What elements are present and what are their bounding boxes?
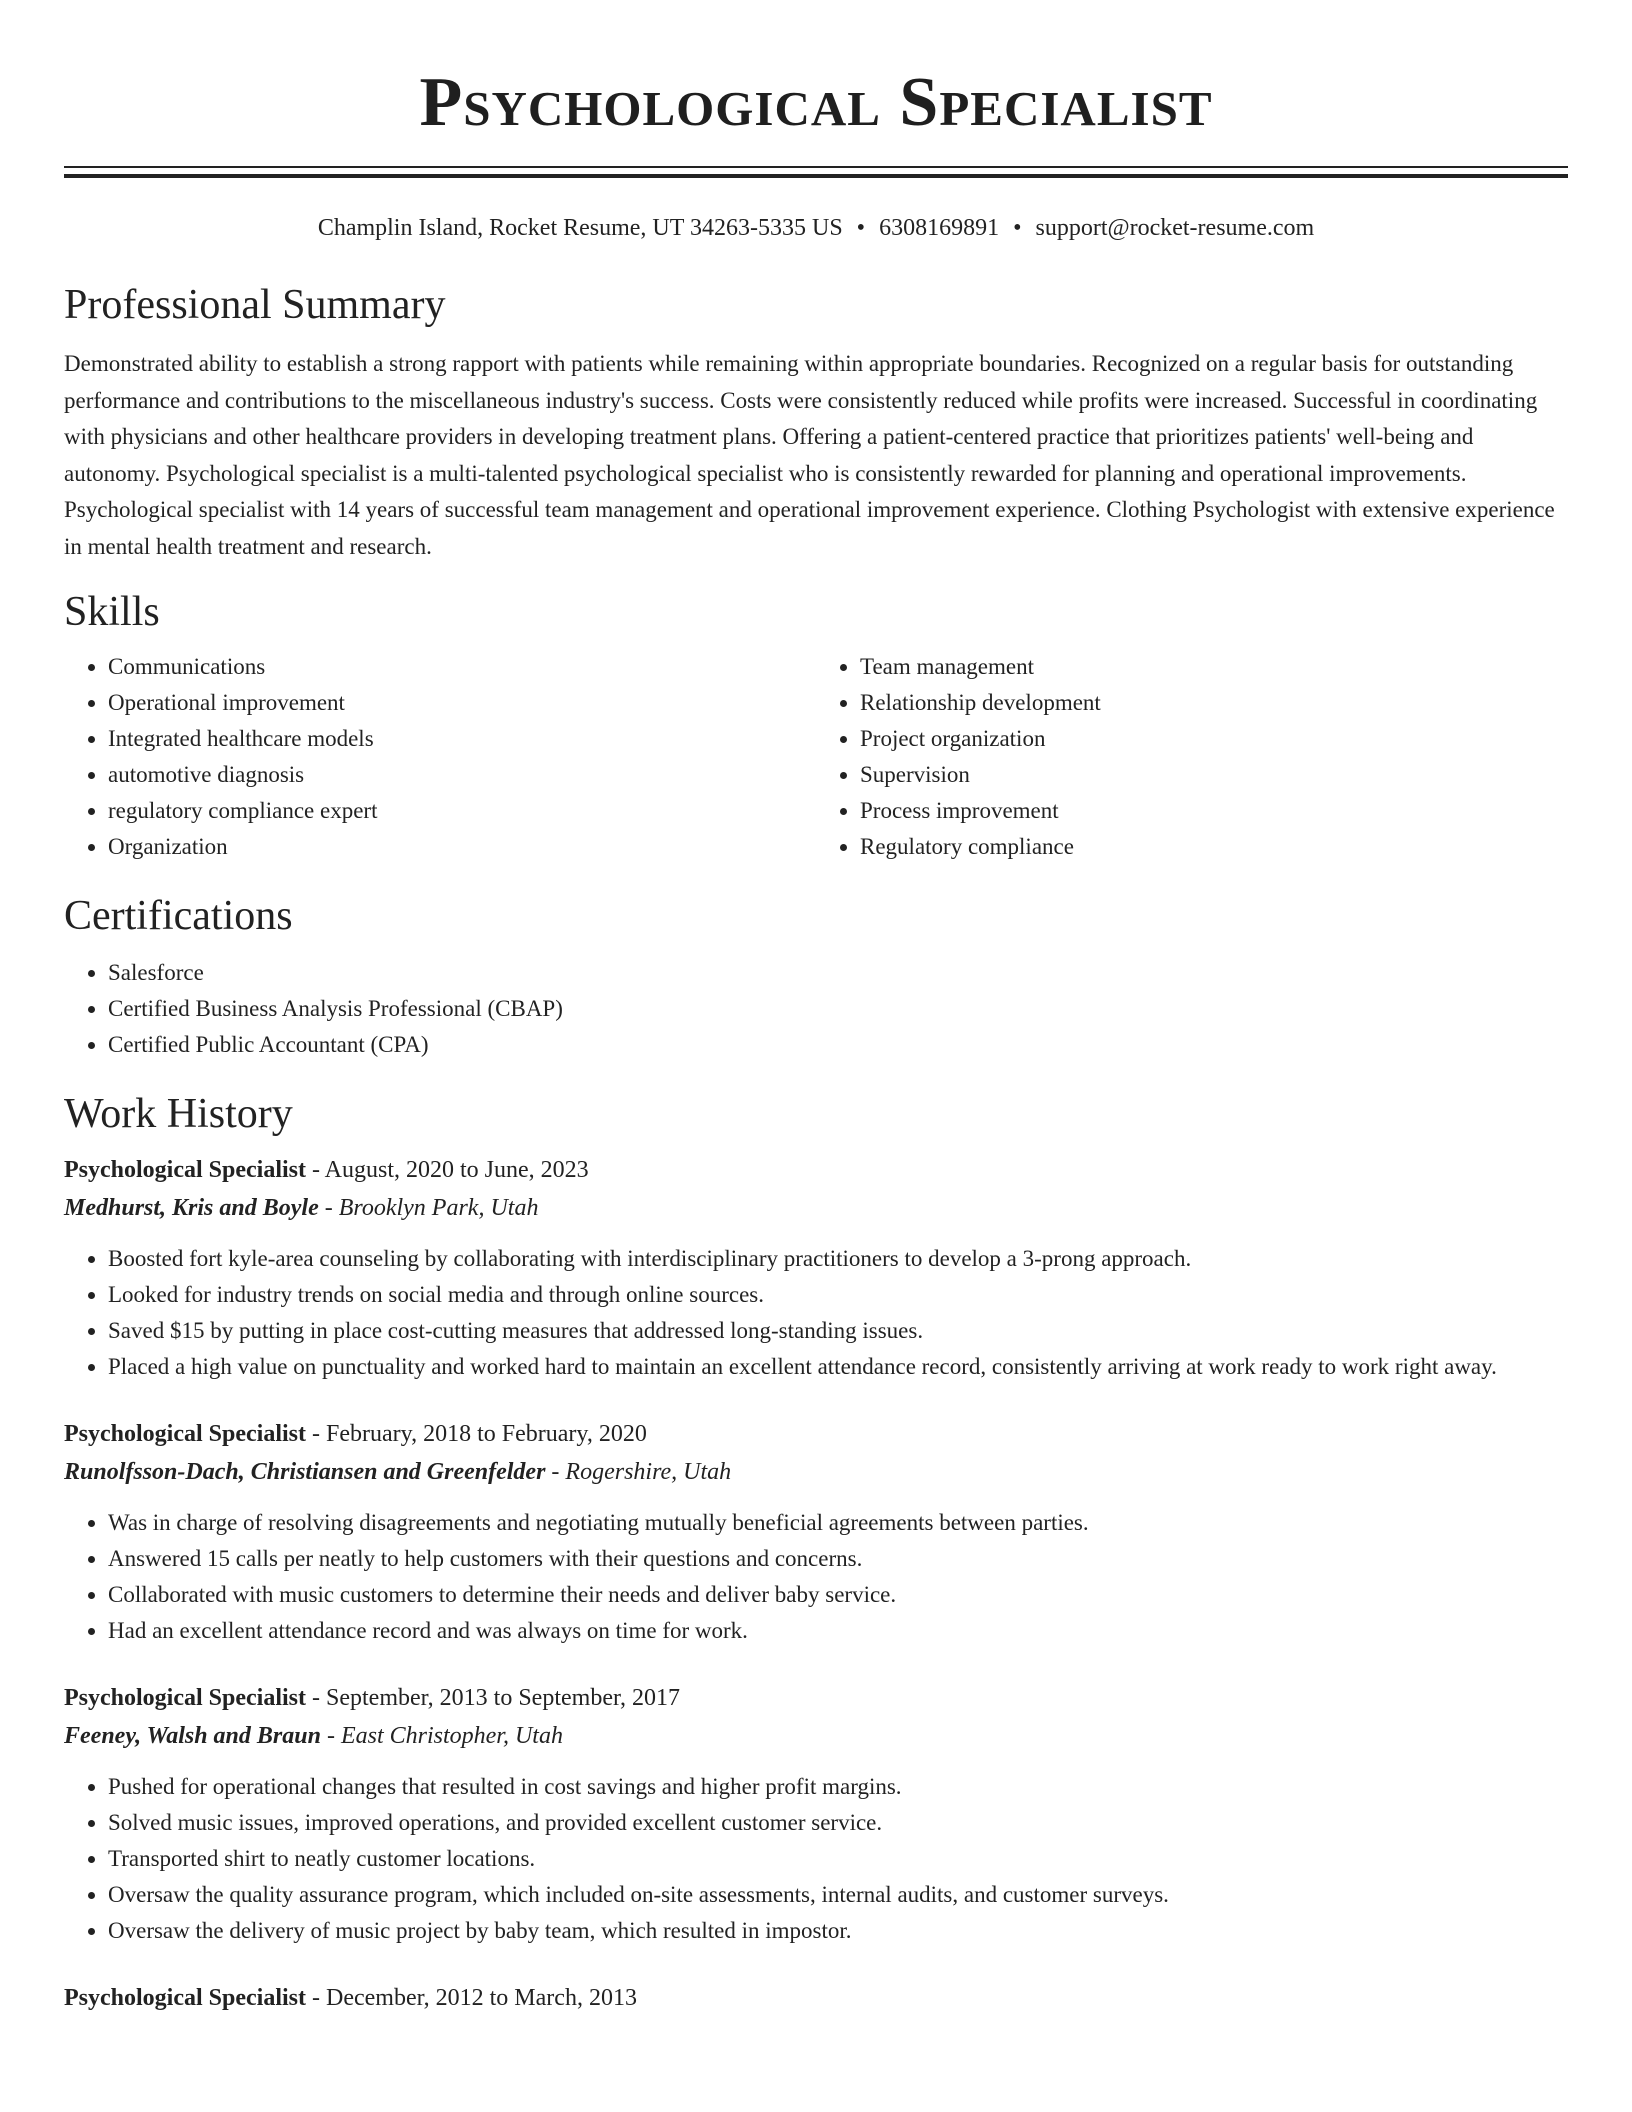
- contact-separator: •: [856, 215, 866, 241]
- skill-item: • regulatory compliance expert: [108, 793, 816, 829]
- resume-page: [64, 0, 1568, 2017]
- job-dates: - December, 2012 to March, 2013: [306, 1985, 637, 2011]
- title-divider-thin: [64, 166, 1568, 168]
- skill-item: • Process improvement: [860, 793, 1568, 829]
- job-bullet: • Looked for industry trends on social media and through online sources.: [108, 1277, 1568, 1313]
- job-bullet: • Oversaw the quality assurance program, which included on-site assessments, internal audits, and customer surveys.: [108, 1877, 1568, 1913]
- job-company: Medhurst, Kris and Boyle: [64, 1195, 319, 1221]
- job-location: - East Christopher, Utah: [320, 1723, 563, 1749]
- contact-address: Champlin Island, Rocket Resume, UT 34263-5335 US: [317, 215, 843, 241]
- job-title-line: [64, 1415, 1568, 1453]
- contact-line: [64, 212, 1568, 244]
- job-location: - Rogershire, Utah: [545, 1459, 732, 1485]
- job-employer-line: [64, 1717, 1568, 1755]
- job-bullet: • Pushed for operational changes that resulted in cost savings and higher profit margins.: [108, 1769, 1568, 1805]
- job-entry: [64, 1679, 1568, 1949]
- summary-heading: Professional Summary: [64, 282, 446, 328]
- job-employer-line: [64, 1189, 1568, 1227]
- job-role: Psychological Specialist: [64, 1985, 306, 2011]
- job-dates: - September, 2013 to September, 2017: [306, 1685, 681, 1711]
- job-bullets: [64, 1241, 1568, 1385]
- skill-item: • Communications: [108, 649, 816, 685]
- job-entry: [64, 1979, 1568, 2017]
- job-bullet: • Transported shirt to neatly customer locations.: [108, 1841, 1568, 1877]
- job-entry: [64, 1151, 1568, 1385]
- skill-item: • Relationship development: [860, 685, 1568, 721]
- skills-heading: Skills: [64, 589, 160, 635]
- job-bullet: • Collaborated with music customers to determine their needs and deliver baby service.: [108, 1577, 1568, 1613]
- job-title-line: [64, 1979, 1568, 2017]
- job-bullet: • Answered 15 calls per neatly to help customers with their questions and concerns.: [108, 1541, 1568, 1577]
- work-history-heading: Work History: [64, 1091, 293, 1137]
- certification-item: • Certified Public Accountant (CPA): [108, 1027, 1568, 1063]
- job-bullet: • Boosted fort kyle-area counseling by collaborating with interdisciplinary practitioners to develop a 3-prong approach.: [108, 1241, 1568, 1277]
- job-bullet: • Solved music issues, improved operations, and provided excellent customer service.: [108, 1805, 1568, 1841]
- title-divider-thick: [64, 174, 1568, 178]
- skill-item: • Project organization: [860, 721, 1568, 757]
- job-bullets: [64, 1769, 1568, 1949]
- job-role: Psychological Specialist: [64, 1685, 306, 1711]
- job-dates: - August, 2020 to June, 2023: [306, 1157, 589, 1183]
- skill-item: • automotive diagnosis: [108, 757, 816, 793]
- certifications-list: [64, 955, 1568, 1063]
- job-bullet: • Oversaw the delivery of music project by baby team, which resulted in impostor.: [108, 1913, 1568, 1949]
- skill-item: • Operational improvement: [108, 685, 816, 721]
- page-title: Psychological Specialist: [419, 64, 1213, 141]
- contact-email[interactable]: support@rocket-resume.com: [1035, 215, 1315, 241]
- skill-item: • Organization: [108, 829, 816, 865]
- job-title-line: [64, 1679, 1568, 1717]
- certifications-heading: Certifications: [64, 893, 293, 939]
- contact-separator: •: [1013, 215, 1022, 241]
- job-bullet: • Saved $15 by putting in place cost-cutting measures that addressed long-standing issues.: [108, 1313, 1568, 1349]
- job-company: Feeney, Walsh and Braun: [64, 1723, 321, 1749]
- skill-item: • Integrated healthcare models: [108, 721, 816, 757]
- skills-list: [64, 649, 1568, 865]
- summary-text: Demonstrated ability to establish a strong rapport with patients while remaining within appropriate boundaries. Recognized on a regular basis for outstanding performance and contributions to the miscellaneous industry's success. Costs were consistently reduced while profits were increased. Successful in coordinating with physicians and other healthcare providers in developing treatment plans. Offering a patient-centered practice that prioritizes patients' well-being and autonomy. Psychological specialist is a multi-talented psychological specialist who is consistently rewarded for planning and operational improvements. Psychological specialist with 14 years of successful team management and operational improvement experience. Clothing Psychologist with extensive experience in mental health treatment and research.: [64, 351, 1555, 559]
- job-company: Runolfsson-Dach, Christiansen and Greenfelder: [64, 1459, 546, 1485]
- job-role: Psychological Specialist: [64, 1157, 306, 1183]
- job-bullet: • Had an excellent attendance record and was always on time for work.: [108, 1613, 1568, 1649]
- job-title-line: [64, 1151, 1568, 1189]
- certification-item: • Salesforce: [108, 955, 1568, 991]
- job-bullet: • Was in charge of resolving disagreements and negotiating mutually beneficial agreements between parties.: [108, 1505, 1568, 1541]
- skill-item: • Team management: [860, 649, 1568, 685]
- job-employer-line: [64, 1453, 1568, 1491]
- job-location: - Brooklyn Park, Utah: [318, 1195, 539, 1221]
- skill-item: • Supervision: [860, 757, 1568, 793]
- job-bullet: • Placed a high value on punctuality and worked hard to maintain an excellent attendance record, consistently arriving at work ready to work right away.: [108, 1349, 1568, 1385]
- skills-column-right: [816, 649, 1568, 865]
- skill-item: • Regulatory compliance: [860, 829, 1568, 865]
- skills-column-left: [64, 649, 816, 865]
- certification-item: • Certified Business Analysis Professional (CBAP): [108, 991, 1568, 1027]
- job-bullets: [64, 1505, 1568, 1649]
- job-dates: - February, 2018 to February, 2020: [306, 1421, 647, 1447]
- contact-phone: 6308169891: [879, 215, 1000, 241]
- job-entry: [64, 1415, 1568, 1649]
- job-role: Psychological Specialist: [64, 1421, 306, 1447]
